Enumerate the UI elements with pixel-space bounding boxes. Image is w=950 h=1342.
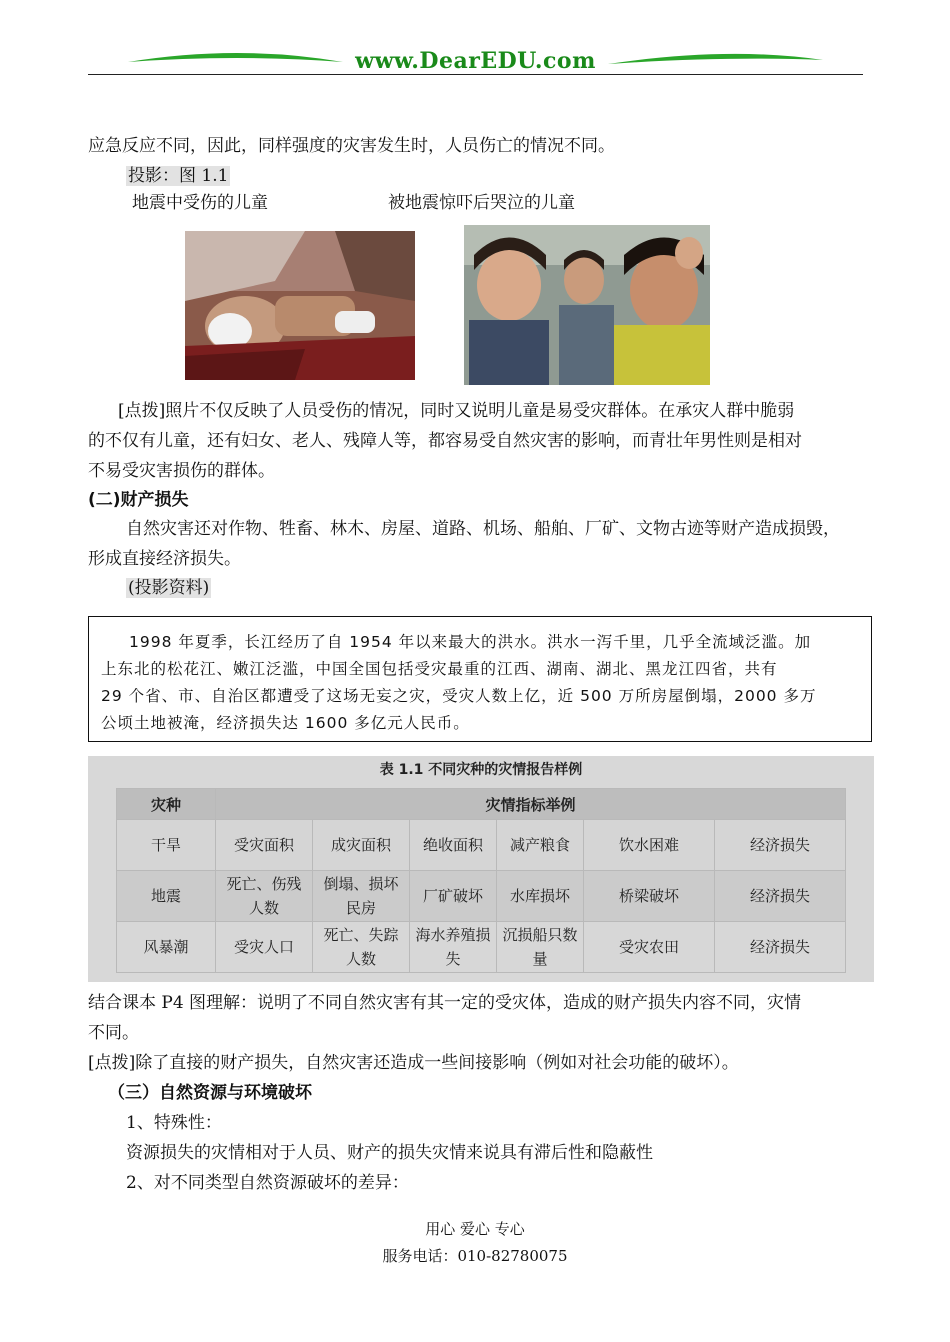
para-line: 自然灾害还对作物、牲畜、林木、房屋、道路、机场、船舶、厂矿、文物古迹等财产造成损毁， [126,519,840,539]
table-cell: 桥梁破坏 [584,871,715,922]
crying-children-image-icon [464,225,710,385]
table-cell: 减产粮食 [497,820,584,871]
list-item-text: 资源损失的灾情相对于人员、财产的损失灾情来说具有滞后性和隐蔽性 [126,1143,653,1163]
table-row [117,820,846,871]
table-cell: 死亡、失踪人数 [313,922,410,973]
table-cell: 绝收面积 [410,820,497,871]
site-name: www.DearEDU.com [355,48,596,74]
table-cell: 水库损坏 [497,871,584,922]
list-item: 1、特殊性： [126,1113,222,1133]
table-cell: 受灾农田 [584,922,715,973]
note-line: [点拨]除了直接的财产损失，自然灾害还造成一些间接影响（例如对社会功能的破坏）。 [88,1053,739,1073]
note-paragraph [88,396,863,486]
flood-quote-box [88,616,872,742]
caption-left: 地震中受伤的儿童 [132,193,268,213]
table-cell: 经济损失 [715,820,846,871]
quote-line: 公顷土地被淹，经济损失达 1600 多亿元人民币。 [101,714,470,732]
table-cell: 经济损失 [715,922,846,973]
quote-line: 29 个省、市、自治区都遭受了这场无妄之灾，受灾人数上亿，近 500 万所房屋倒塌，2000 多万 [101,687,817,705]
projection-text: 投影：图 1.1 [128,166,229,186]
textbook-paragraph [88,988,863,1048]
para-line: 形成直接经济损失。 [88,549,241,569]
table-title: 表 1.1 不同灾种的灾情报告样例 [379,762,583,778]
table-header: 灾种 [117,789,216,820]
table-cell: 死亡、伤残人数 [216,871,313,922]
header-divider [88,74,863,75]
table-cell: 厂矿破坏 [410,871,497,922]
property-loss-paragraph [88,514,863,574]
text-line: 应急反应不同，因此，同样强度的灾害发生时，人员伤亡的情况不同。 [88,136,615,156]
table-row [117,871,846,922]
quote-line: 上东北的松花江、嫩江泛滥，中国全国包括受灾最重的江西、湖南、湖北、黑龙江四省，共有 [101,660,778,678]
table-cell: 干旱 [117,820,216,871]
table-header: 灾情指标举例 [216,789,846,820]
table-row [117,922,846,973]
footer-slogan: 用心 爱心 专心 [425,1220,525,1238]
table-cell: 风暴潮 [117,922,216,973]
footer-phone: 服务电话：010-82780075 [382,1247,568,1265]
disaster-table [116,788,846,973]
projection-material-label [126,576,211,600]
note-line: [点拨]照片不仅反映了人员受伤的情况，同时又说明儿童是易受灾群体。在承灾人群中脆弱 [118,401,795,421]
table-cell: 倒塌、损坏民房 [313,871,410,922]
table-cell: 经济损失 [715,871,846,922]
table-cell: 地震 [117,871,216,922]
injured-child-image-icon [185,231,415,380]
section-heading: （三）自然资源与环境破坏 [108,1083,312,1103]
note-line: 不易受灾害损伤的群体。 [88,461,275,481]
note-line: 的不仅有儿童，还有妇女、老人、残障人等，都容易受自然灾害的影响，而青壮年男性则是相对 [88,431,802,451]
table-cell: 受灾面积 [216,820,313,871]
table-cell: 饮水困难 [584,820,715,871]
photo-crying-children [464,225,710,385]
section-heading: (二)财产损失 [88,490,189,510]
table-cell: 海水养殖损失 [410,922,497,973]
caption-right: 被地震惊吓后哭泣的儿童 [388,193,575,213]
photo-injured-child [185,231,415,380]
para-line: 结合课本 P4 图理解：说明了不同自然灾害有其一定的受灾体，造成的财产损失内容不同，灾情 [88,993,802,1013]
para-line: 不同。 [88,1023,139,1043]
table-cell: 沉损船只数量 [497,922,584,973]
projection-material-text: (投影资料) [128,578,210,598]
list-item: 2、对不同类型自然资源破坏的差异： [126,1173,409,1193]
table-cell: 受灾人口 [216,922,313,973]
quote-line: 1998 年夏季，长江经历了自 1954 年以来最大的洪水。洪水一泻千里，几乎全流域泛滥。加 [129,633,812,651]
table-cell: 成灾面积 [313,820,410,871]
disaster-report-table [88,756,874,982]
projection-label [126,164,230,188]
